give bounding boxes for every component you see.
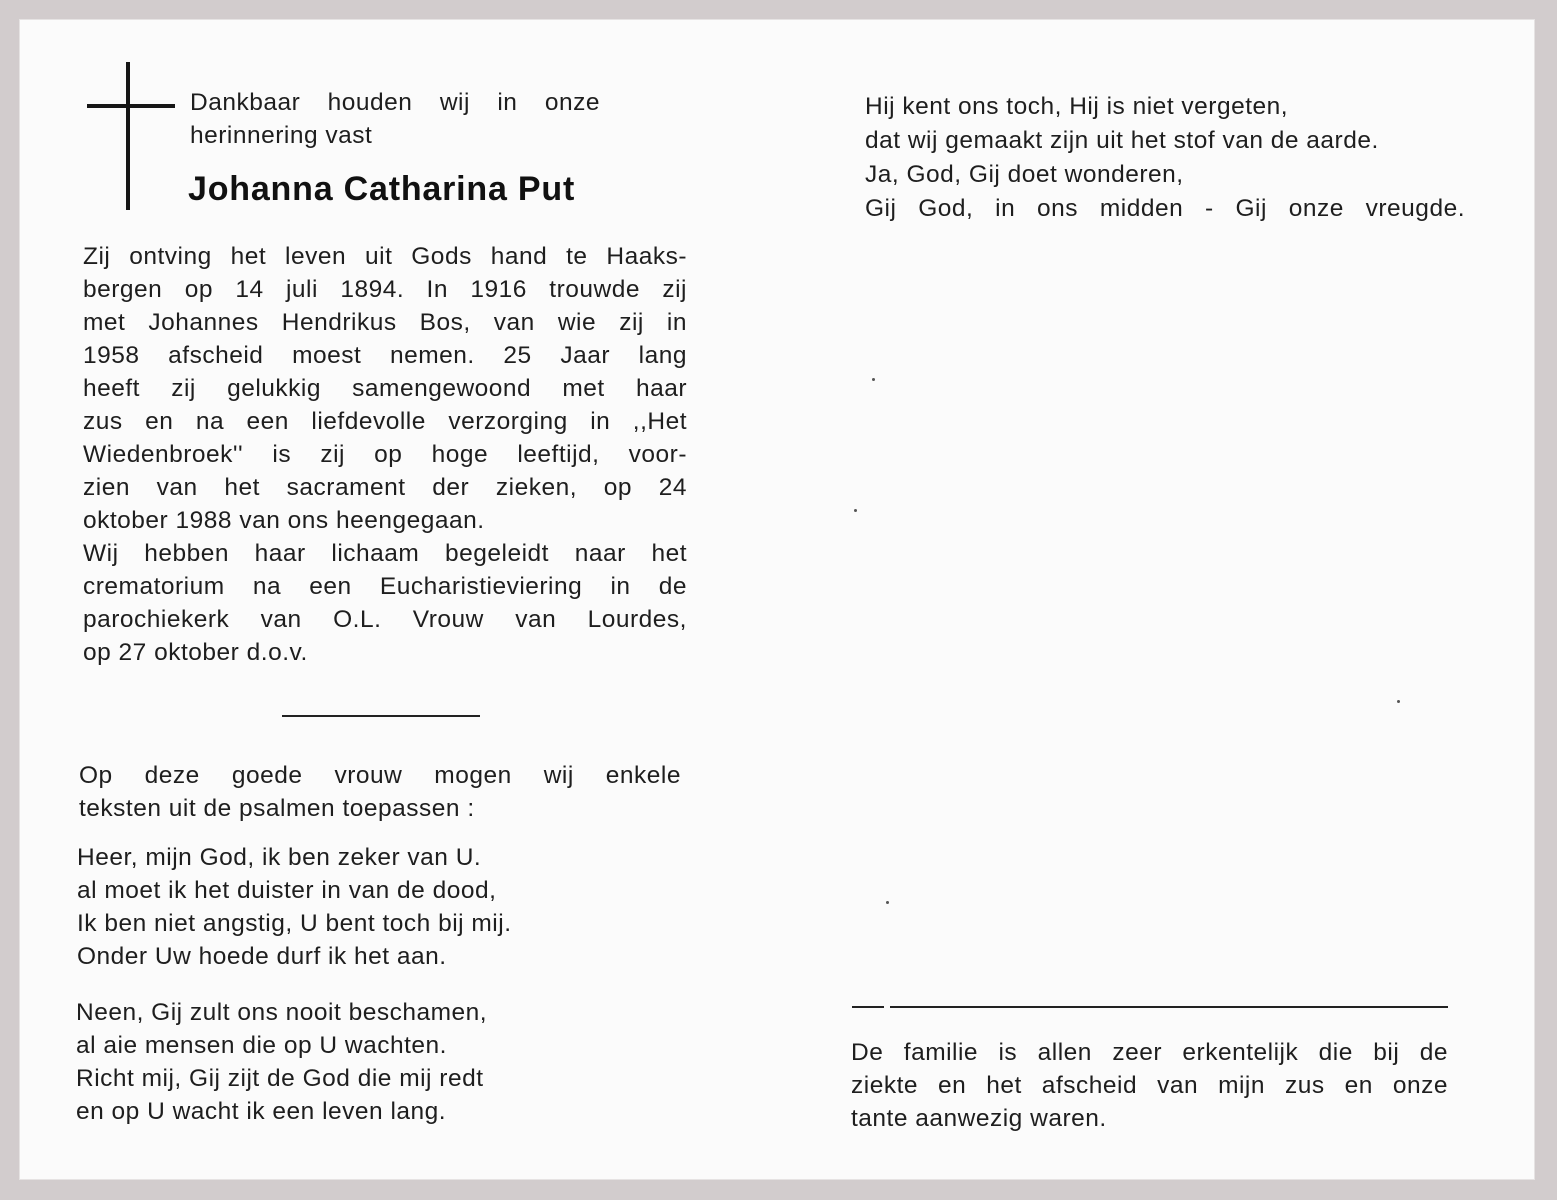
psalm-stanza-2 — [76, 996, 636, 1128]
psalm-line: Ik ben niet angstig, U bent toch bij mij. — [77, 910, 512, 937]
paper-speck — [886, 901, 889, 904]
biography-line: Zij ontving het leven uit Gods hand te Haaks- — [83, 243, 687, 270]
biography-line: crematorium na een Eucharistieviering in de — [83, 573, 687, 600]
biography-line: Wij hebben haar lichaam begeleidt naar het — [83, 540, 687, 567]
cross-icon-bar — [87, 104, 175, 108]
thanks — [851, 1036, 1448, 1135]
psalm-line: al aie mensen die op U wachten. — [76, 1032, 447, 1059]
right-stanza — [865, 90, 1465, 226]
cross-icon — [126, 62, 130, 210]
separator-dash — [852, 1006, 884, 1008]
biography-line: parochiekerk van O.L. Vrouw van Lourdes, — [83, 606, 687, 633]
thanks-line: tante aanwezig waren. — [851, 1105, 1107, 1132]
psalm-line: al moet ik het duister in van de dood, — [77, 877, 497, 904]
psalm-intro-line: Op deze goede vrouw mogen wij enkele — [79, 762, 681, 789]
biography-line: oktober 1988 van ons heengegaan. — [83, 507, 485, 534]
psalm-stanza-1 — [77, 841, 637, 973]
paper-speck — [872, 378, 875, 381]
right-stanza-line: Hij kent ons toch, Hij is niet vergeten, — [865, 93, 1289, 120]
right-stanza-line: dat wij gemaakt zijn uit het stof van de aarde. — [865, 127, 1379, 154]
biography-line: heeft zij gelukkig samengewoond met haar — [83, 375, 687, 402]
biography-line: zus en na een liefdevolle verzorging in ,,Het — [83, 408, 687, 435]
psalm-line: Richt mij, Gij zijt de God die mij redt — [76, 1065, 484, 1092]
biography-line: zien van het sacrament der zieken, op 24 — [83, 474, 687, 501]
separator-rule-right — [890, 1006, 1448, 1008]
right-stanza-line: Ja, God, Gij doet wonderen, — [865, 161, 1184, 188]
biography-line: met Johannes Hendrikus Bos, van wie zij in — [83, 309, 687, 336]
paper-speck — [854, 509, 857, 512]
biography-line: 1958 afscheid moest nemen. 25 Jaar lang — [83, 342, 687, 369]
right-stanza-line: Gij God, in ons midden - Gij onze vreugde. — [865, 195, 1465, 222]
psalm-line: Onder Uw hoede durf ik het aan. — [77, 943, 447, 970]
psalm-intro-line: teksten uit de psalmen toepassen : — [79, 795, 475, 822]
psalm-intro — [79, 759, 681, 825]
psalm-line: en op U wacht ik een leven lang. — [76, 1098, 447, 1125]
dedication-line-1: Dankbaar houden wij in onze — [190, 89, 600, 116]
thanks-line: De familie is allen zeer erkentelijk die bij de — [851, 1039, 1448, 1066]
psalm-line: Heer, mijn God, ik ben zeker van U. — [77, 844, 482, 871]
thanks-line: ziekte en het afscheid van mijn zus en onze — [851, 1072, 1448, 1099]
biography — [83, 240, 687, 669]
biography-line: op 27 oktober d.o.v. — [83, 639, 308, 666]
paper-speck — [1397, 700, 1400, 703]
separator-rule — [282, 715, 480, 717]
dedication-line-2: herinnering vast — [190, 122, 373, 149]
biography-line: Wiedenbroek'' is zij op hoge leeftijd, voor- — [83, 441, 687, 468]
psalm-line: Neen, Gij zult ons nooit beschamen, — [76, 999, 488, 1026]
dedication — [190, 86, 600, 152]
biography-line: bergen op 14 juli 1894. In 1916 trouwde zij — [83, 276, 687, 303]
deceased-name: Johanna Catharina Put — [188, 170, 576, 208]
